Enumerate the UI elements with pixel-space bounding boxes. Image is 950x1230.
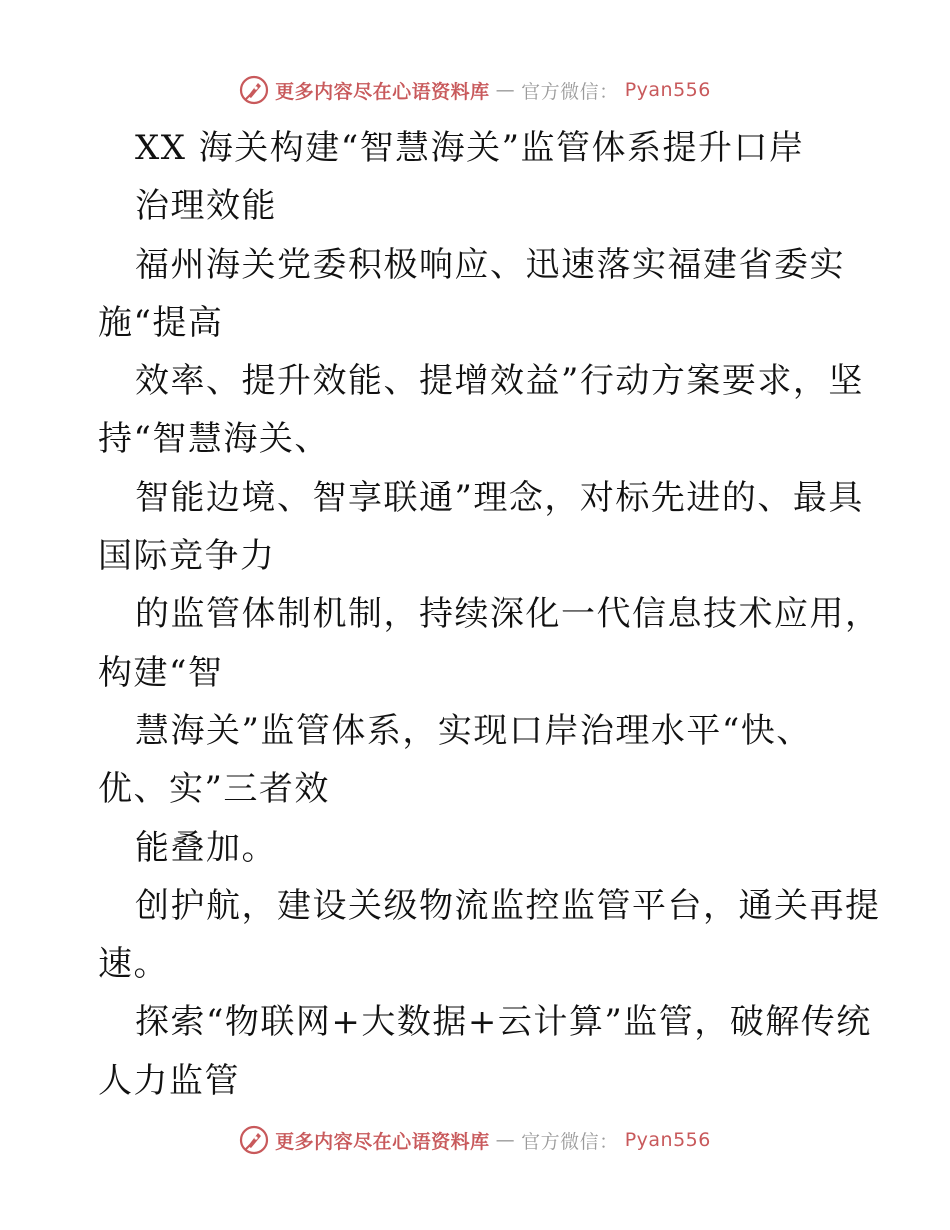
- paragraph-line: 构建“智: [98, 652, 224, 693]
- paragraph-line: 探索“物联网+大数据+云计算”监管，破解传统: [135, 1002, 872, 1043]
- pen-nib-logo-icon: [239, 1125, 269, 1155]
- paragraph-line: 慧海关”监管体系，实现口岸治理水平“快、: [135, 710, 812, 751]
- watermark-account: Pyan556: [624, 1129, 711, 1151]
- footer-watermark: [0, 1120, 950, 1160]
- paragraph-line: 智能边境、智享联通”理念，对标先进的、最具: [135, 477, 864, 518]
- watermark-account: Pyan556: [624, 79, 711, 101]
- paragraph-line: 福州海关党委积极响应、迅速落实福建省委实: [135, 244, 845, 285]
- watermark-dash: —: [495, 1129, 516, 1151]
- watermark-brand-text: 更多内容尽在心语资料库: [275, 1130, 490, 1153]
- watermark-official-text: 官方微信：: [521, 1130, 619, 1153]
- watermark-dash: —: [495, 79, 516, 101]
- watermark-official-text: 官方微信：: [521, 80, 619, 103]
- paragraph-line: 优、实”三者效: [98, 769, 330, 810]
- document-title-line-1: XX 海关构建“智慧海关”监管体系提升口岸: [135, 128, 805, 168]
- paragraph-line: 能叠加。: [135, 827, 277, 868]
- pen-nib-logo-icon: [239, 75, 269, 105]
- document-title-line-2: 治理效能: [135, 186, 277, 227]
- watermark-brand-text: 更多内容尽在心语资料库: [275, 80, 490, 103]
- header-watermark: [0, 70, 950, 110]
- paragraph-line: 创护航，建设关级物流监控监管平台，通关再提: [135, 885, 881, 926]
- paragraph-line: 效率、提升效能、提增效益”行动方案要求，坚: [135, 361, 864, 402]
- paragraph-line: 国际竞争力: [98, 536, 276, 577]
- paragraph-line: 人力监管: [98, 1060, 240, 1101]
- paragraph-line: 的监管体制机制，持续深化一代信息技术应用，: [135, 594, 881, 635]
- document-body: [0, 119, 950, 1110]
- paragraph-line: 持“智慧海关、: [98, 419, 330, 460]
- paragraph-line: 速。: [98, 944, 169, 985]
- paragraph-line: 施“提高: [98, 302, 224, 343]
